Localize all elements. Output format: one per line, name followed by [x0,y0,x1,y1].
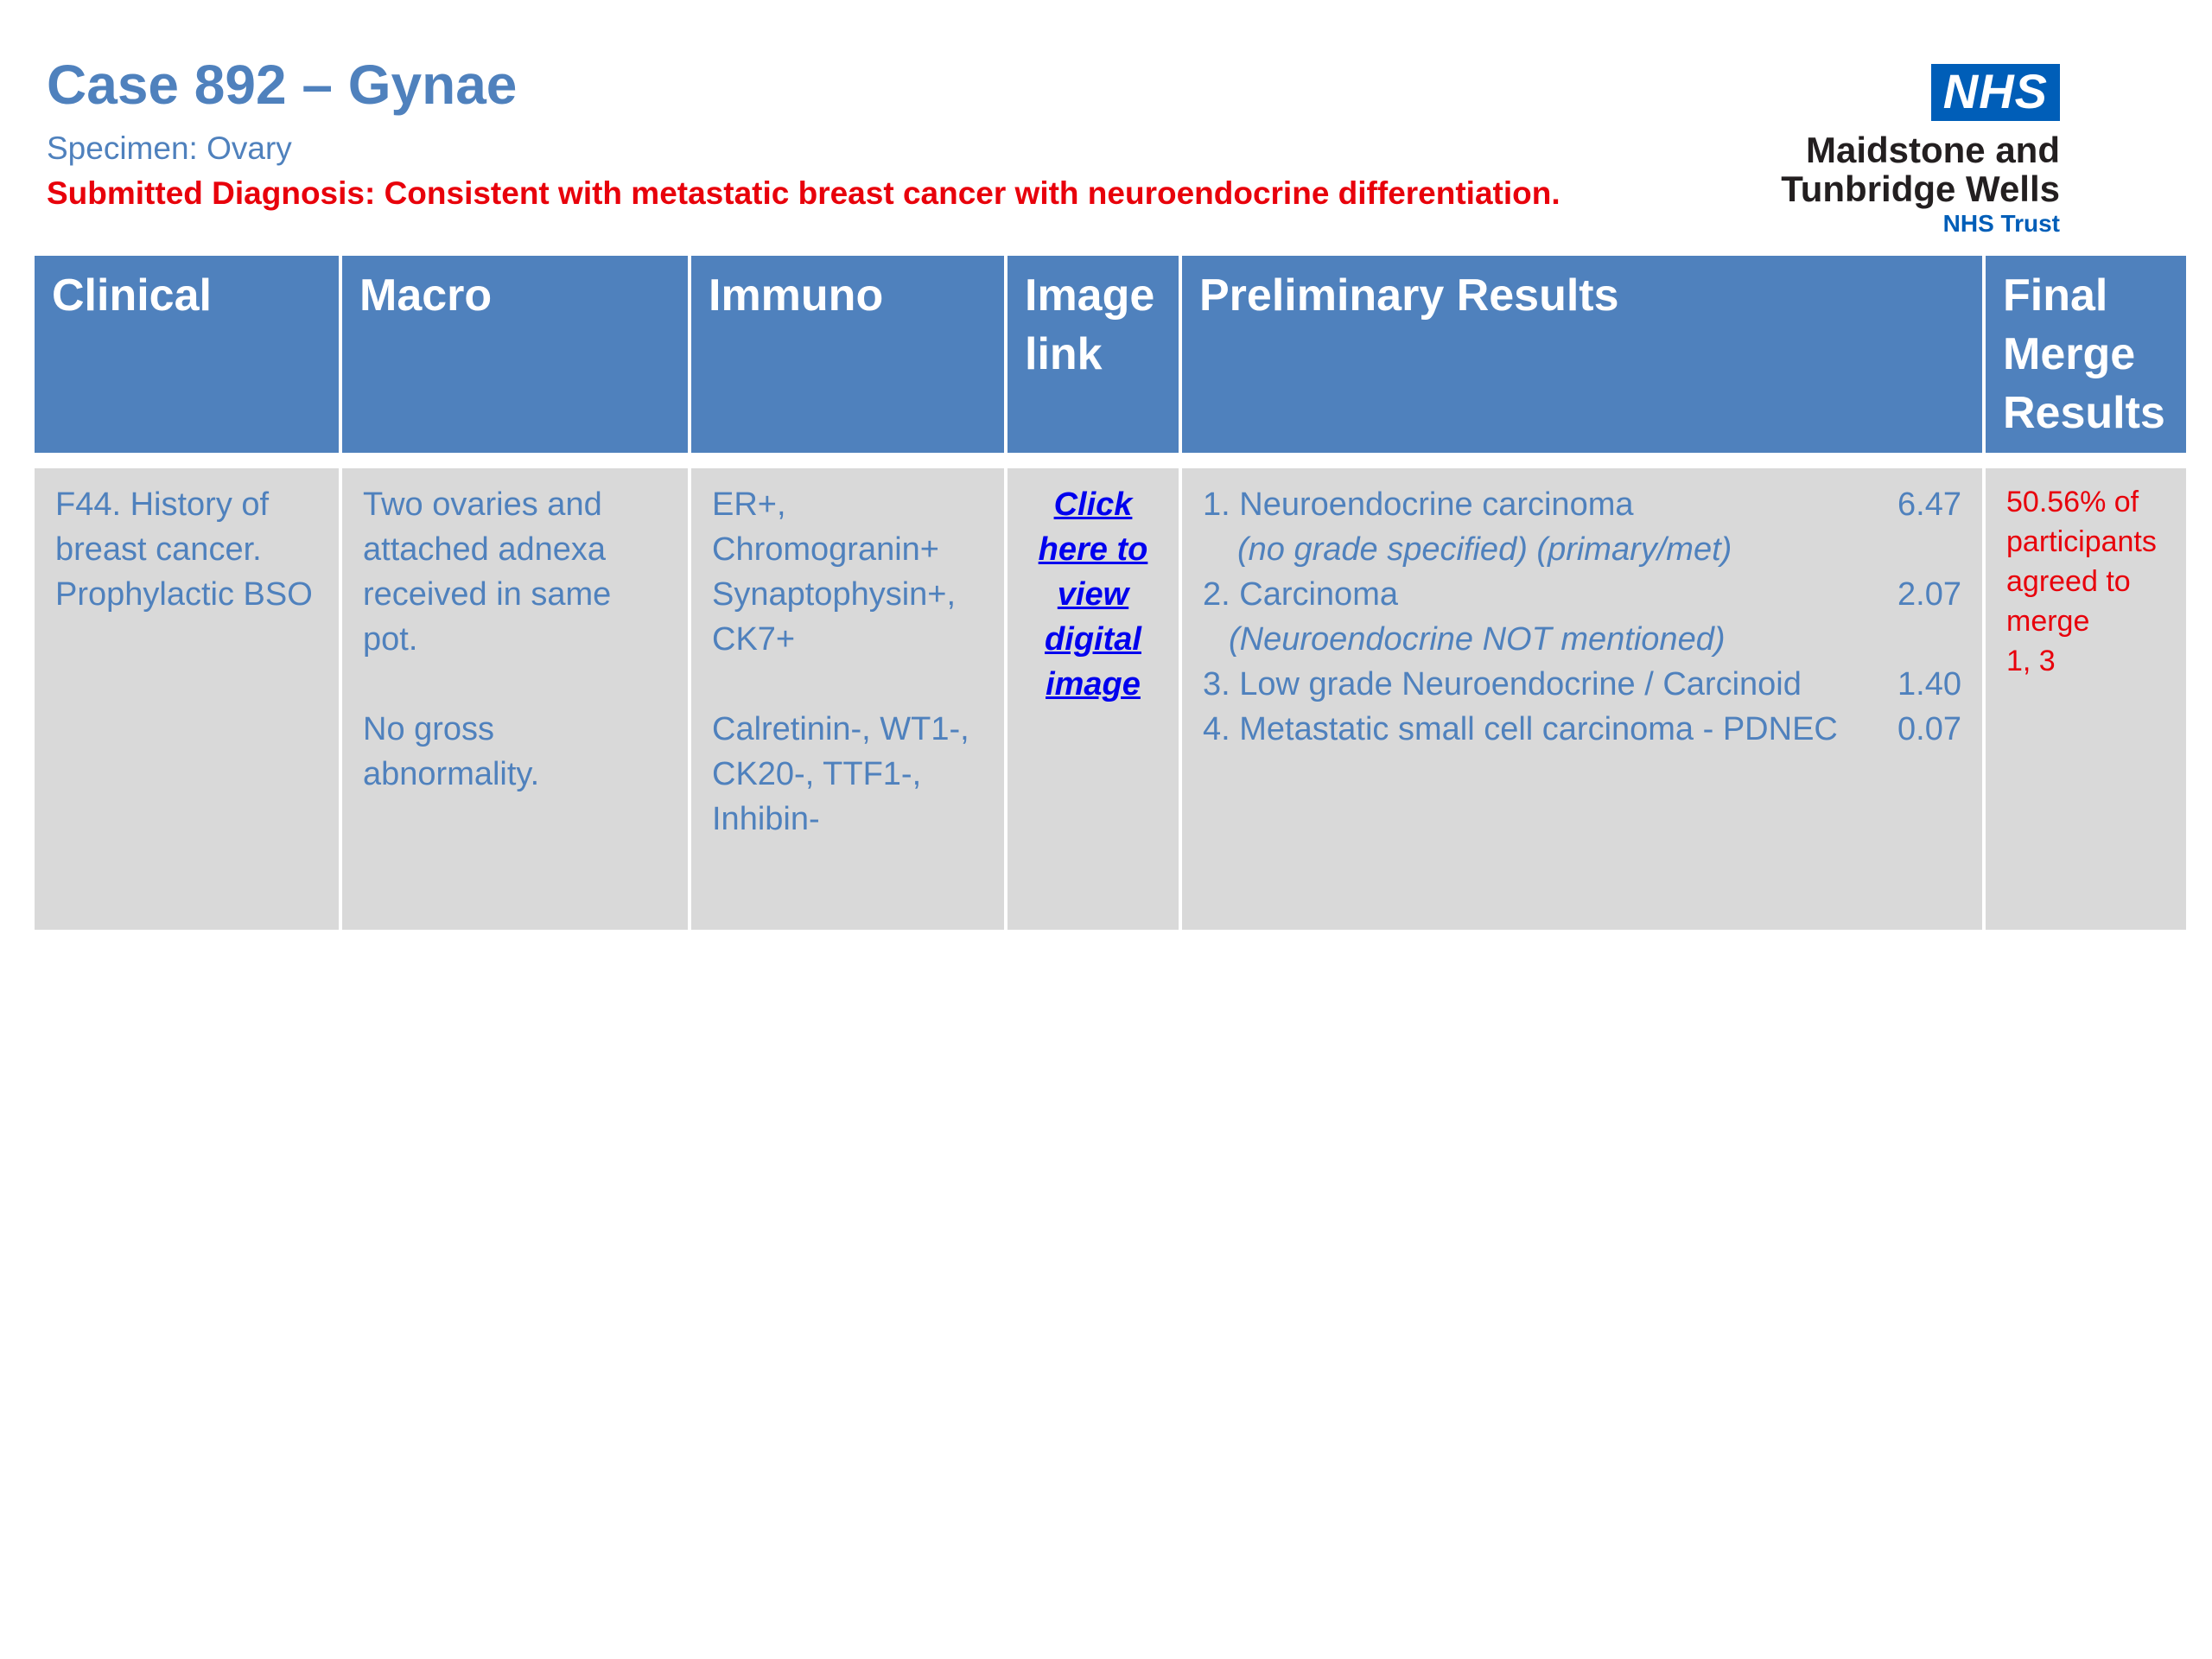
trust-name-line-2: Tunbridge Wells [1781,168,2060,209]
macro-text: Two ovaries and attached adnexa received in same pot. No gross abnormality. [363,486,612,792]
nhs-trust-logo [1781,64,2060,238]
result-row-2 [1203,572,1961,617]
header-image-link: Image link [1007,256,1179,468]
result-row-4 [1203,707,1961,752]
final-merge-text: 50.56% of participants agreed to merge 1, 3 [2006,486,2157,677]
cell-final-merge-results [1986,468,2186,930]
result-note-1: (no grade specified) (primary/met) [1237,531,1732,568]
cell-image-link [1007,468,1179,930]
result-score-2: 2.07 [1897,576,1961,613]
table-row [35,468,2186,930]
header-preliminary-results: Preliminary Results [1182,256,1982,468]
header-immuno: Immuno [691,256,1004,468]
clinical-text: F44. History of breast cancer. Prophylactic BSO [55,486,313,613]
result-label-2: 2. Carcinoma [1203,576,1398,613]
nhs-logo-mark: NHS [1931,64,2060,121]
result-label-3: 3. Low grade Neuroendocrine / Carcinoid [1203,666,1802,702]
specimen-label: Specimen: Ovary [47,130,292,166]
case-table [31,256,2190,930]
trust-name-line-1: Maidstone and [1805,130,2060,170]
cell-immuno [691,468,1004,930]
header-final-merge-results: Final Merge Results [1986,256,2186,468]
result-score-3: 1.40 [1897,666,1961,702]
trust-name-line-3: NHS Trust [1942,210,2060,238]
result-score-4: 0.07 [1897,711,1961,747]
header-macro: Macro [342,256,688,468]
result-row-1 [1203,482,1961,527]
page-title: Case 892 – Gynae [47,54,518,116]
cell-clinical [35,468,339,930]
result-row-3 [1203,662,1961,707]
table-header-row [35,256,2186,468]
cell-preliminary-results [1182,468,1982,930]
header-clinical: Clinical [35,256,339,468]
submitted-diagnosis: Submitted Diagnosis: Consistent with metastatic breast cancer with neuroendocrine differentiation. [47,175,1560,211]
result-label-4: 4. Metastatic small cell carcinoma - PDNEC [1203,711,1838,747]
immuno-text: ER+, Chromogranin+ Synaptophysin+, CK7+ Calretinin-, WT1-, CK20-, TTF1-, Inhibin- [712,486,969,837]
result-label-1: 1. Neuroendocrine carcinoma [1203,486,1634,523]
cell-macro [342,468,688,930]
result-note-2: (Neuroendocrine NOT mentioned) [1229,621,1726,658]
result-score-1: 6.47 [1897,486,1961,523]
view-digital-image-link[interactable]: Click here to view digital image [1038,486,1148,702]
